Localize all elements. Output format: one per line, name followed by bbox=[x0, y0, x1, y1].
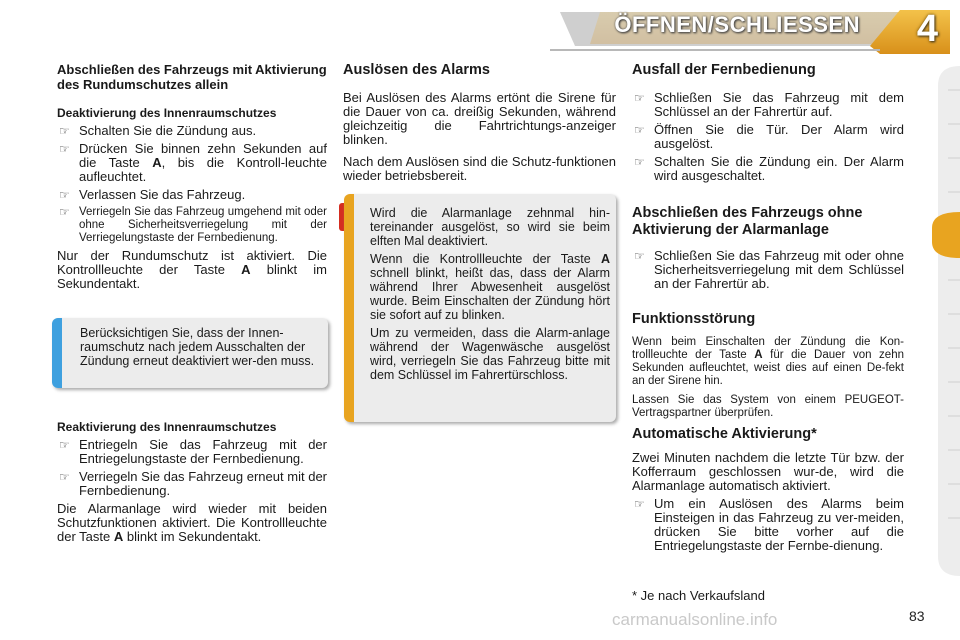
lock-without-alarm-steps bbox=[632, 249, 904, 291]
list-item: ☞ Verriegeln Sie das Fahrzeug umgehend mit oder ohne Sicherheitsverriegelung mit der Verriegelungstaste der Fernbedienung. bbox=[59, 205, 327, 244]
subheading-reactivation: Reaktivierung des Innenraumschutzes bbox=[57, 420, 277, 434]
hand-pointer-icon: ☞ bbox=[634, 155, 645, 169]
reactivation-steps bbox=[57, 438, 327, 498]
hand-pointer-icon: ☞ bbox=[59, 438, 70, 452]
page-number: 83 bbox=[909, 608, 925, 624]
subheading-deactivation: Deaktivierung des Innenraumschutzes bbox=[57, 106, 277, 120]
chapter-tabs bbox=[930, 66, 960, 576]
hand-pointer-icon: ☞ bbox=[59, 205, 70, 219]
column-left-lower bbox=[57, 420, 327, 552]
list-item: ☞ Entriegeln Sie das Fahrzeug mit der Entriegelungstaste der Fernbedienung. bbox=[59, 437, 327, 466]
warning-box bbox=[344, 194, 616, 422]
paragraph: Lassen Sie das System von einem PEUGEOT-Vertragspartner überprüfen. bbox=[632, 394, 904, 419]
section-heading: Abschließen des Fahrzeugs mit Aktivierung des Rundumschutzes allein bbox=[57, 62, 327, 92]
paragraph: Bei Auslösen des Alarms ertönt die Sirene für die Dauer von ca. dreißig Sekunden, während gleichzeitig die Fahrtrichtungs-anzeiger blinken. bbox=[343, 90, 616, 147]
hand-pointer-icon: ☞ bbox=[634, 249, 645, 263]
paragraph: Nach dem Auslösen sind die Schutz-funktionen wieder betriebsbereit. bbox=[343, 154, 616, 183]
list-item: ☞ Schließen Sie das Fahrzeug mit oder ohne Sicherheitsverriegelung mit dem Schlüssel an der Fahrertür ab. bbox=[634, 248, 904, 291]
info-box bbox=[52, 318, 328, 388]
list-item: ☞ Drücken Sie binnen zehn Sekunden auf die Taste A, bis die Kontroll-leuchte aufleuchtet. bbox=[59, 141, 327, 184]
section-heading-auto-activation: Automatische Aktivierung* bbox=[632, 426, 817, 442]
column-middle bbox=[343, 62, 616, 191]
column-left bbox=[57, 62, 327, 299]
list-item: ☞ Schließen Sie das Fahrzeug mit dem Schlüssel an der Fahrertür auf. bbox=[634, 90, 904, 119]
list-item: ☞ Öffnen Sie die Tür. Der Alarm wird ausgelöst. bbox=[634, 122, 904, 151]
remote-failure-steps bbox=[632, 91, 904, 183]
hand-pointer-icon: ☞ bbox=[59, 142, 70, 156]
page-header bbox=[0, 0, 960, 60]
column-right bbox=[632, 62, 904, 557]
footnote: * Je nach Verkaufsland bbox=[632, 588, 765, 603]
hand-pointer-icon: ☞ bbox=[59, 188, 70, 202]
watermark: carmanualsonline.info bbox=[612, 610, 778, 629]
deactivation-steps bbox=[57, 124, 327, 245]
warning-text: Wird die Alarmanlage zehnmal hin-tereinander ausgelöst, so wird sie beim elften Mal deaktiviert. bbox=[370, 206, 610, 248]
warning-text: Um zu vermeiden, dass die Alarm-anlage während der Wagenwäsche ausgelöst wird, verriegeln Sie das Fahrzeug bitte mit dem Schlüssel im Fahrertürschloss. bbox=[370, 326, 610, 382]
hand-pointer-icon: ☞ bbox=[634, 497, 645, 511]
list-item: ☞ Um ein Auslösen des Alarms beim Einsteigen in das Fahrzeug zu ver-meiden, drücken Sie bitte vorher auf die Entriegelungstaste der Fernbe-dienung. bbox=[634, 496, 904, 553]
hand-pointer-icon: ☞ bbox=[634, 91, 645, 105]
warning-text: Wenn die Kontrollleuchte der Taste A schnell blinkt, heißt das, dass der Alarm während Ihrer Abwesenheit ausgelöst wurde. Beim Einschalten der Zündung hört sie sofort auf zu blinken. bbox=[370, 252, 610, 322]
auto-activation-steps bbox=[632, 497, 904, 553]
list-item: ☞ Verriegeln Sie das Fahrzeug erneut mit der Fernbedienung. bbox=[59, 469, 327, 498]
hand-pointer-icon: ☞ bbox=[634, 123, 645, 137]
page-title: ÖFFNEN/SCHLIESSEN bbox=[614, 12, 860, 37]
section-heading-lock-without-alarm: Abschließen des Fahrzeugs ohne Aktivierung der Alarmanlage bbox=[632, 205, 863, 238]
active-chapter-tab bbox=[932, 212, 960, 258]
section-heading-remote-failure: Ausfall der Fernbedienung bbox=[632, 62, 816, 78]
list-item: ☞ Schalten Sie die Zündung ein. Der Alarm wird ausgeschaltet. bbox=[634, 154, 904, 183]
section-heading-alarm: Auslösen des Alarms bbox=[343, 62, 490, 78]
paragraph: Die Alarmanlage wird wieder mit beiden Schutzfunktionen aktiviert. Die Kontrollleuchte der Taste A blinkt im Sekundentakt. bbox=[57, 501, 327, 544]
hand-pointer-icon: ☞ bbox=[59, 124, 70, 138]
paragraph: Zwei Minuten nachdem die letzte Tür bzw. der Kofferraum geschlossen wur-de, wird die Alarmanlage automatisch aktiviert. bbox=[632, 450, 904, 493]
paragraph: Wenn beim Einschalten der Zündung die Kon-trollleuchte der Taste A für die Dauer von zehn Sekunden aufleuchtet, weist dies auf einen De-fekt an der Sirene hin. bbox=[632, 336, 904, 387]
info-box-text: Berücksichtigen Sie, dass der Innen-raumschutz nach jedem Ausschalten der Zündung erneut deaktiviert wer-den muss. bbox=[80, 326, 315, 368]
hand-pointer-icon: ☞ bbox=[59, 470, 70, 484]
section-heading-malfunction: Funktionsstörung bbox=[632, 311, 756, 327]
list-item: ☞ Verlassen Sie das Fahrzeug. bbox=[59, 187, 246, 202]
chapter-number: 4 bbox=[916, 8, 938, 50]
list-item: ☞ Schalten Sie die Zündung aus. bbox=[59, 123, 257, 138]
paragraph: Nur der Rundumschutz ist aktiviert. Die Kontrollleuchte der Taste A blinkt im Sekundentakt. bbox=[57, 248, 327, 291]
